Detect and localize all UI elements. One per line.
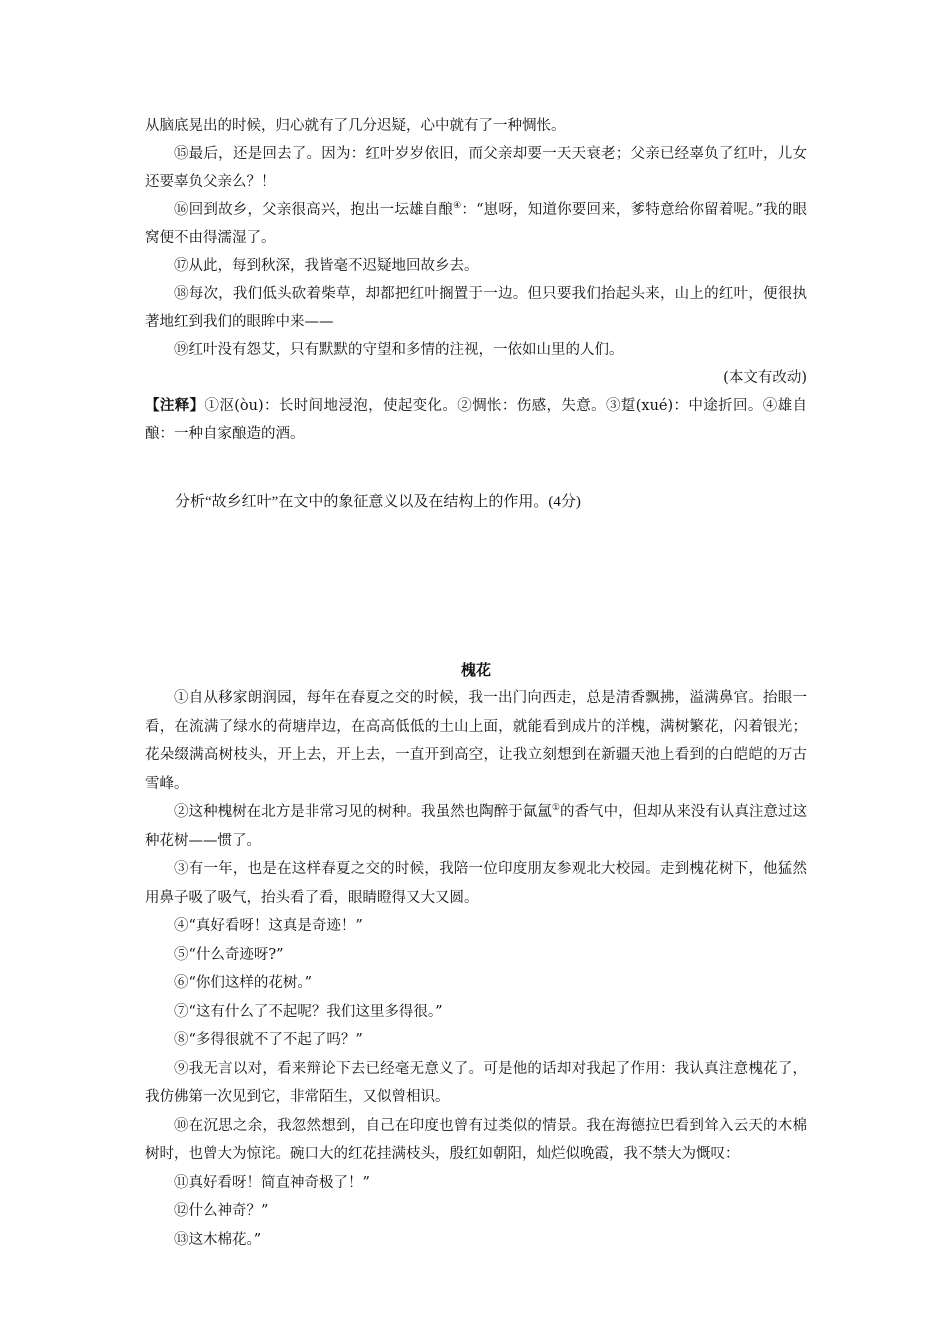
passage2-paragraph-13: ⑬这木棉花。” [174,1231,262,1248]
footnote-mark-4: ④ [453,201,462,212]
passage1-paragraph-15: ⑮最后，还是回去了。因为：红叶岁岁依旧，而父亲却要一天天衰老；父亲已经辜负了红叶，儿女还要辜负父亲么？！ [145,146,807,190]
passage1-paragraph-16 [145,196,807,252]
paragraph-16-rest: ：“崽呀，知道你要回来，爹特意给你留着呢。”我的眼窝便不由得濡湿了。 [145,202,807,246]
passage2-paragraph-10: ⑩在沉思之余，我忽然想到，自己在印度也曾有过类似的情景。我在海德拉巴看到耸入云天的木棉树时，也曾大为惊诧。碗口大的红花挂满枝头，殷红如朝阳，灿烂似晚霞，我不禁大为慨叹： [145,1117,807,1162]
document-page [145,112,807,1254]
source-note: (本文有改动) [723,370,807,386]
passage1-paragraph-17: ⑰从此，每到秋深，我皆毫不迟疑地回故乡去。 [174,258,479,274]
passage2-paragraph-1: ①自从移家朗润园，每年在春夏之交的时候，我一出门向西走，总是清香飘拂，溢满鼻官。抬眼一看，在流满了绿水的荷塘岸边，在高高低低的土山上面，就能看到成片的洋槐，满树繁花，闪着银光；花朵缀满高树枝头，开上去，开上去，一直开到高空，让我立刻想到在新疆天池上看到的白皑皑的万古雪峰。 [145,690,807,792]
passage2-paragraph-11: ⑪真好看呀！简直神奇极了！” [174,1174,370,1191]
annotation-label: 【注释】 [145,397,205,414]
passage2-paragraph-4: ④“真好看呀！这真是奇迹！” [174,918,363,934]
paragraph-16-text: ⑯回到故乡，父亲很高兴，抱出一坛雄自酿 [174,202,454,218]
annotation-text: ①沤(òu)：长时间地浸泡，使起变化。②惆怅：伤感，失意。③踅(xué)：中途折回。④雄自酿：一种自家酿造的酒。 [145,398,807,442]
passage2-paragraph-7: ⑦“这有什么了不起呢？我们这里多得很。” [174,1003,443,1020]
passage2-title: 槐花 [460,661,491,679]
question-text: 分析“故乡红叶”在文中的象征意义以及在结构上的作用。(4分) [175,494,581,510]
passage1-paragraph-19: ⑲红叶没有怨艾，只有默默的守望和多情的注视，一依如山里的人们。 [174,342,624,358]
paragraph-2-text: ②这种槐树在北方是非常习见的树种。我虽然也陶醉于氤氲 [174,804,552,820]
passage2-paragraph-5: ⑤“什么奇迹呀?” [174,946,284,963]
passage2-paragraph-8: ⑧“多得很就不了不起了吗？” [174,1032,363,1048]
footnote-mark-1: ① [551,803,560,814]
passage2-paragraph-12: ⑫什么神奇？” [174,1203,269,1219]
passage2-paragraph-3: ③有一年，也是在这样春夏之交的时候，我陪一位印度朋友参观北大校园。走到槐花树下，他猛然用鼻子吸了吸气，抬头看了看，眼睛瞪得又大又圆。 [145,861,807,906]
passage1-paragraph-18: ⑱每次，我们低头砍着柴草，却都把红叶搁置于一边。但只要我们抬起头来，山上的红叶，便很执著地红到我们的眼眸中来—— [145,286,807,330]
paragraph-2-rest: 的香气中，但却从来没有认真注意过这种花树——惯了。 [145,804,807,849]
passage2-paragraph-9: ⑨我无言以对，看来辩论下去已经毫无意义了。可是他的话却对我起了作用：我认真注意槐花了，我仿佛第一次见到它，非常陌生，又似曾相识。 [145,1060,807,1105]
annotation [145,392,807,448]
passage2-paragraph-2 [145,798,807,855]
passage1-paragraph-14-tail: 从脑底晃出的时候，归心就有了几分迟疑，心中就有了一种惆怅。 [145,118,566,134]
passage2-paragraph-6: ⑥“你们这样的花树。” [174,975,313,991]
